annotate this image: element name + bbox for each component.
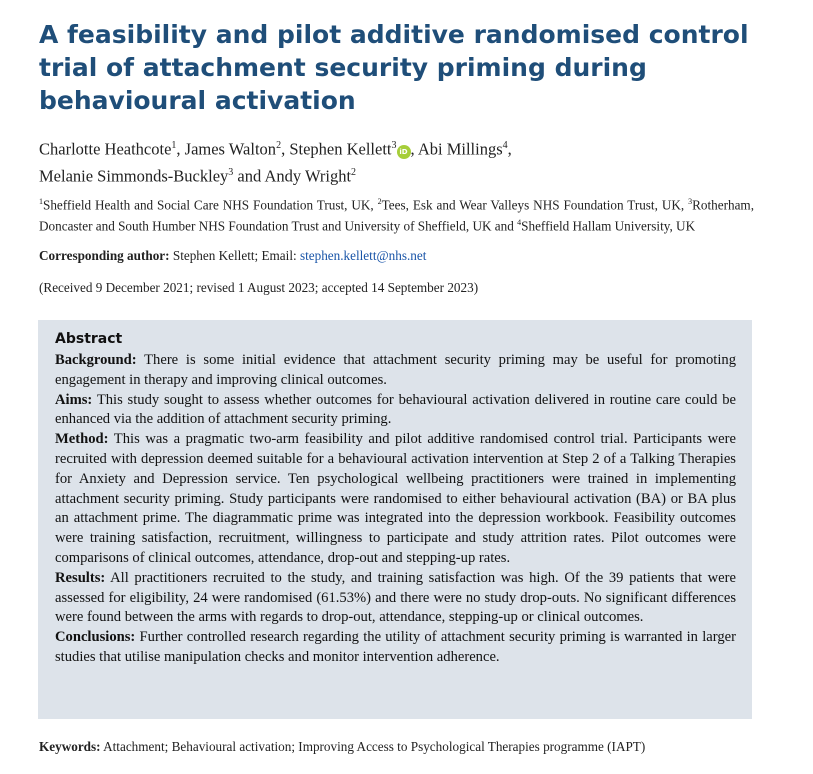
author-name[interactable]: Melanie Simmonds-Buckley [39,166,229,185]
section-text: This study sought to assess whether outcomes for behavioural activation delivered in routine care could be enhanced via the addition of attachment security priming. [55,391,736,428]
affiliation-2: Tees, Esk and Wear Valleys NHS Foundation Trust, UK, [381,197,689,213]
author-affil-sup: 2 [351,166,357,178]
section-text: There is some initial evidence that attachment security priming may be useful for promoting engagement in therapy and improving clinical outcomes. [55,352,736,388]
affil-sup: 2 [377,197,382,206]
author-separator: , [507,139,512,159]
author-name[interactable]: Charlotte Heathcote [39,139,172,159]
affiliation-1: Sheffield Health and Social Care NHS Foundation Trust, UK, [43,197,378,213]
section-label: Aims: [55,391,93,408]
abstract-background [55,351,736,391]
author-list [39,134,779,187]
corresponding-email-link[interactable]: stephen.kellett@nhs.net [299,248,427,263]
author-affil-sup: 2 [276,140,282,151]
section-label: Background: [55,352,137,368]
author-affil-sup: 3 [228,166,234,178]
orcid-icon[interactable]: iD [397,145,411,159]
section-label: Method: [55,431,109,448]
author-affil-sup: 1 [171,140,177,151]
keywords-label: Keywords: [39,739,101,754]
abstract-heading: Abstract [55,331,123,347]
author-name[interactable]: Andy Wright [264,166,352,185]
abstract-body [55,351,736,668]
author-separator: , [281,139,290,159]
corresponding-label: Corresponding author: [39,248,170,263]
abstract-conclusions [55,628,736,668]
section-text: This was a pragmatic two-arm feasibility and pilot additive randomised control trial. Participants were recruited with depression deemed suitable for a behavioural activation intervention at Step 2 of a Talking Therapies for Anxiety and Depression service. Ten psychological wellbeing practitioners were trained in implementing attachment security priming. Study participants were randomised to either behavioural activation (BA) or BA plus an attachment prime. The diagrammatic prime was integrated into the depression workbook. Feasibility outcomes were training satisfaction, recruitment, willingness to participate and study attrition rates. Pilot outcomes were comparisons of clinical outcomes, attendance, drop-out and stepping-up rates. [55,431,736,566]
affil-sup: 3 [688,197,693,206]
abstract-method [55,430,736,569]
article-title: A feasibility and pilot additive randomised control trial of attachment security priming during behavioural activation [39,20,749,115]
abstract-results [55,569,736,628]
affiliations [39,193,754,236]
section-label: Conclusions: [55,629,136,646]
affil-sup: 1 [39,197,43,206]
section-label: Results: [55,569,106,586]
author-separator: , [176,139,185,159]
keywords-text: Attachment; Behavioural activation; Improving Access to Psychological Therapies programme (IAPT) [100,739,646,754]
affil-sup: 4 [517,218,522,228]
corresponding-name: Stephen Kellett; Email: [169,248,300,263]
author-affil-sup: 3 [391,140,397,151]
author-affil-sup: 4 [502,140,508,151]
affiliation-3: Rotherham, Doncaster and South Humber NHS Foundation Trust and University of Sheffield, UK and [39,197,754,234]
corresponding-author [39,247,754,265]
author-name[interactable]: Stephen Kellett [289,139,392,159]
author-name[interactable]: Abi Millings [417,139,503,159]
author-separator: and [233,166,265,185]
keywords [39,738,779,756]
abstract-aims [55,391,736,431]
section-text: Further controlled research regarding the utility of attachment security priming is warranted in larger studies that utilise manipulation checks and monitor intervention adherence. [55,629,736,665]
received-dates: (Received 9 December 2021; revised 1 August 2023; accepted 14 September 2023) [39,280,479,295]
section-text: All practitioners recruited to the study, and training satisfaction was high. Of the 39 patients that were assessed for eligibility, 24 were randomised (61.53%) and there were no study drop-outs. No significant differences were found between the arms with regards to drop-out, attendance, stepping-up or clinical outcomes. [55,569,736,626]
affiliation-4: Sheffield Hallam University, UK [521,218,696,234]
author-separator: , [410,139,418,159]
author-name[interactable]: James Walton [184,139,277,159]
